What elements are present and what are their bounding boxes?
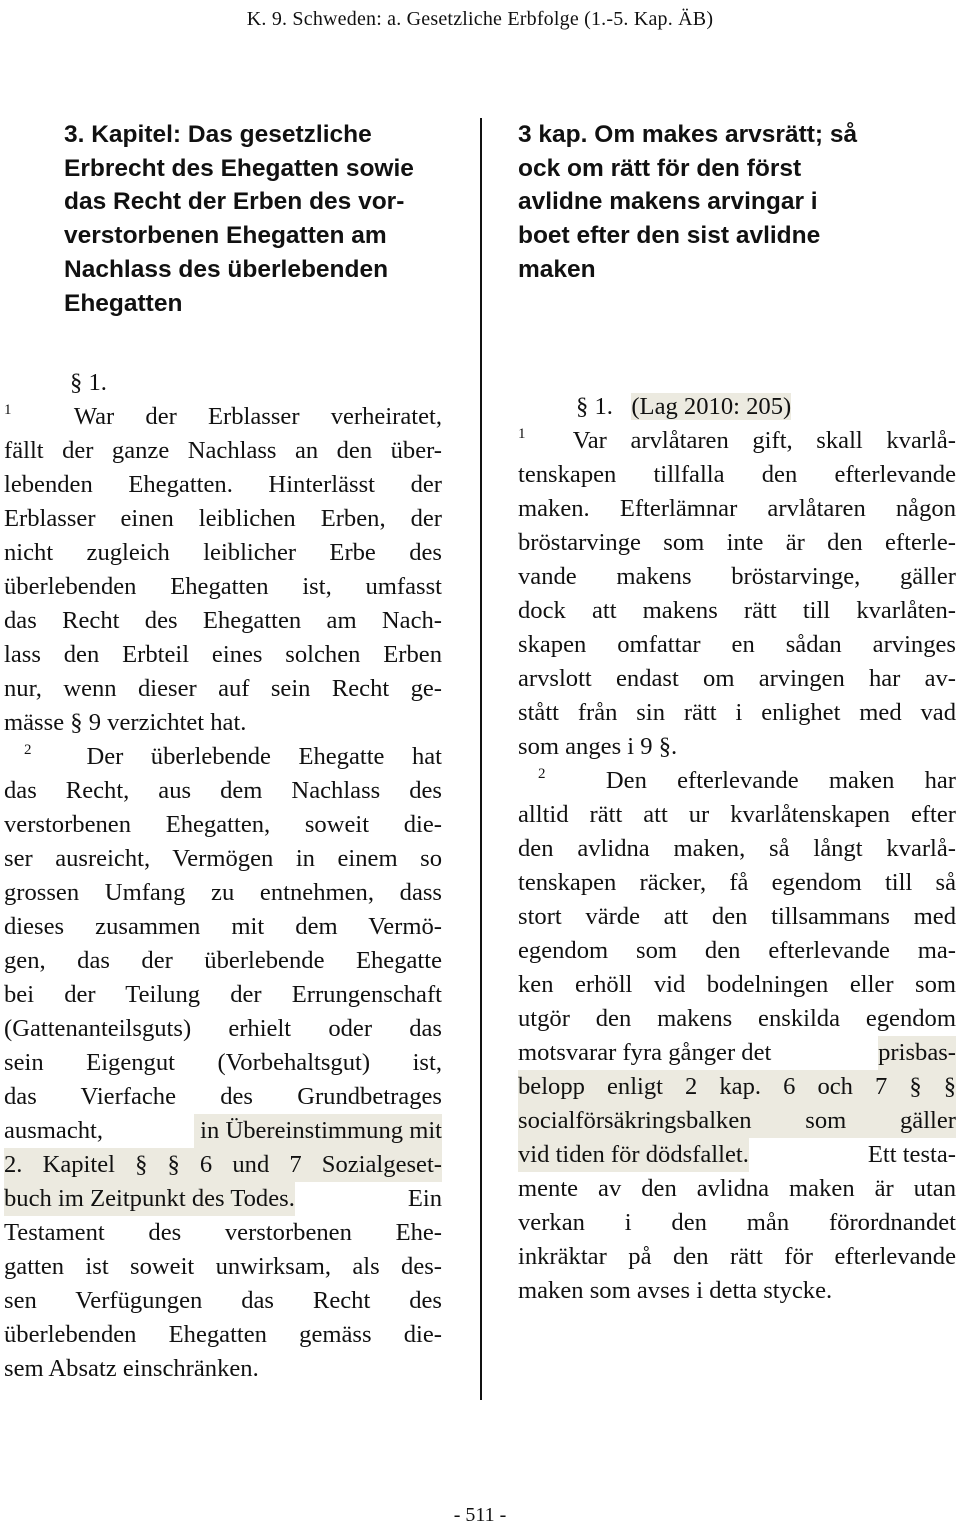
section-number: 1. <box>88 369 107 396</box>
column-divider <box>480 118 482 1400</box>
left-paragraph-1 <box>4 400 442 740</box>
text-line: tenskapen räcker, få egendom till så <box>518 869 956 896</box>
heading-line: 3. Kapitel: Das gesetzliche <box>64 121 372 148</box>
text-line: Erblasser einen leiblichen Erben, der <box>4 505 442 532</box>
text-line: tenskapen tillfalla den efterlevande <box>518 461 956 488</box>
paragraph-marker: 2 <box>24 742 32 758</box>
text-line <box>518 424 956 458</box>
text-line <box>4 1114 442 1148</box>
text-line: verstorbenen Ehegatten, soweit die- <box>4 811 442 838</box>
text-line: alltid rätt att ur kvarlåtenskapen efter <box>518 801 956 828</box>
line-text: ausmacht, <box>4 1117 104 1144</box>
heading-line: verstorbenen Ehegatten am <box>64 222 387 250</box>
line-text: Var arvlåtaren gift, skall kvarlå- <box>572 427 956 454</box>
line-text: War der Erblasser verheiratet, <box>73 403 442 430</box>
text-line: grossen Umfang zu entnehmen, dass <box>4 879 442 906</box>
paragraph-marker: 1 <box>4 402 12 418</box>
text-line: fällt der ganze Nachlass an den über- <box>4 437 442 464</box>
text-line: utgör den makens enskilda egendom <box>518 1005 956 1032</box>
text-line <box>518 1138 956 1172</box>
text-line: stått från sin rätt i enlighet med vad <box>518 699 956 726</box>
amendment-reference: (Lag 2010: 205) <box>631 393 792 420</box>
text-line: arvslott endast om arvingen har av- <box>518 665 956 692</box>
text-line: nicht zugleich leiblicher Erbe des <box>4 539 442 566</box>
text-line: (Gattenanteilsguts) erhielt oder das <box>4 1015 442 1042</box>
highlighted-text: belopp enligt 2 kap. 6 och 7 § § <box>518 1070 956 1104</box>
text-line: inkräktar på den rätt för efterlevande <box>518 1243 956 1270</box>
line-text: Der überlebende Ehegatte hat <box>86 743 442 770</box>
right-column <box>518 118 956 1304</box>
highlighted-text: vid tiden för dödsfallet. <box>518 1138 749 1172</box>
text-line <box>4 1182 442 1216</box>
text-line: lass den Erbteil eines solchen Erben <box>4 641 442 668</box>
section-sign: § <box>576 393 589 420</box>
left-section-number <box>70 366 107 400</box>
left-paragraph-2 <box>4 740 442 1386</box>
text-line: das Recht, aus dem Nachlass des <box>4 777 442 804</box>
text-line: som anges i 9 §. <box>518 733 678 760</box>
text-line: gatten ist soweit unwirksam, als des- <box>4 1253 442 1280</box>
text-line: mente av den avlidna maken är utan <box>518 1175 956 1202</box>
line-text: Ein <box>407 1185 442 1212</box>
highlighted-text: in Übereinstimmung mit <box>194 1114 442 1148</box>
text-line: nur, wenn dieser auf sein Recht ge- <box>4 675 442 702</box>
right-section-number <box>576 390 791 424</box>
text-line: bei der Teilung der Errungenschaft <box>4 981 442 1008</box>
text-line: den avlidna maken, så långt kvarlå- <box>518 835 956 862</box>
highlighted-text: socialförsäkringsbalken som gäller <box>518 1104 956 1138</box>
text-line: mässe § 9 verzichtet hat. <box>4 709 247 736</box>
section-sign: § <box>70 369 83 396</box>
line-text: Ett testa- <box>867 1141 956 1168</box>
line-text: Den efterlevande maken har <box>605 767 956 794</box>
highlighted-text: prisbas- <box>878 1036 956 1070</box>
heading-line: 3 kap. Om makes arvsrätt; så <box>518 121 858 148</box>
right-chapter-heading <box>518 118 956 287</box>
text-line: bröstarvinge som inte är den efterle- <box>518 529 956 556</box>
heading-line: Nachlass des überlebenden <box>64 255 389 283</box>
text-line: maken som avses i detta stycke. <box>518 1277 833 1304</box>
right-paragraph-1 <box>518 424 956 764</box>
text-line <box>518 764 956 798</box>
text-line: Testament des verstorbenen Ehe- <box>4 1219 442 1246</box>
text-line: vande makens bröstarvinge, gäller <box>518 563 956 590</box>
heading-line: boet efter den sist avlidne <box>518 222 821 250</box>
text-line: überlebenden Ehegatten gemäss die- <box>4 1321 442 1348</box>
section-number: 1. <box>594 393 613 420</box>
heading-line: maken <box>518 255 596 283</box>
right-paragraph-2 <box>518 764 956 1308</box>
heading-line: ock om rätt för den först <box>518 154 802 182</box>
text-line: ser ausreicht, Vermögen in einem so <box>4 845 442 872</box>
heading-line: das Recht der Erben des vor- <box>64 188 405 216</box>
text-line: sem Absatz einschränken. <box>4 1355 259 1382</box>
running-head: K. 9. Schweden: a. Gesetzliche Erbfolge (1.-5. Kap. ÄB) <box>246 8 714 30</box>
text-line: überlebenden Ehegatten ist, umfasst <box>4 573 442 600</box>
highlighted-text: 2. Kapitel § § 6 und 7 Sozialgeset- <box>4 1148 442 1182</box>
text-line: das Vierfache des Grundbetrages <box>4 1083 442 1110</box>
line-text: motsvarar fyra gånger det <box>518 1039 772 1066</box>
text-line: maken. Efterlämnar arvlåtaren någon <box>518 495 956 522</box>
heading-line: Ehegatten <box>64 289 183 317</box>
text-line: verkan i den mån förordnandet <box>518 1209 956 1236</box>
text-line: lebenden Ehegatten. Hinterlässt der <box>4 471 442 498</box>
left-body <box>4 400 442 1386</box>
text-line: gen, das der überlebende Ehegatte <box>4 947 442 974</box>
text-line: dock att makens rätt till kvarlåten- <box>518 597 956 624</box>
text-line: ken erhöll vid bodelningen eller som <box>518 971 956 998</box>
text-line: egendom som den efterlevande ma- <box>518 937 956 964</box>
paragraph-marker: 2 <box>538 766 546 782</box>
text-line <box>4 400 442 434</box>
text-line: skapen omfattar en sådan arvinges <box>518 631 956 658</box>
left-chapter-heading <box>4 118 442 320</box>
paragraph-marker: 1 <box>518 426 526 442</box>
text-line <box>4 740 442 774</box>
text-line: stort värde att den tillsammans med <box>518 903 956 930</box>
text-line: das Recht des Ehegatten am Nach- <box>4 607 442 634</box>
text-line: sein Eigengut (Vorbehaltsgut) ist, <box>4 1049 442 1076</box>
text-line <box>518 1036 956 1070</box>
left-column <box>4 118 442 1382</box>
page-number: - 511 - <box>453 1504 507 1526</box>
right-body <box>518 424 956 1308</box>
heading-line: avlidne makens arvingar i <box>518 188 818 216</box>
highlighted-text: buch im Zeitpunkt des Todes. <box>4 1182 295 1216</box>
text-line: sen Verfügungen das Recht des <box>4 1287 442 1314</box>
text-line: dieses zusammen mit dem Vermö- <box>4 913 442 940</box>
heading-line: Erbrecht des Ehegatten sowie <box>64 154 414 182</box>
